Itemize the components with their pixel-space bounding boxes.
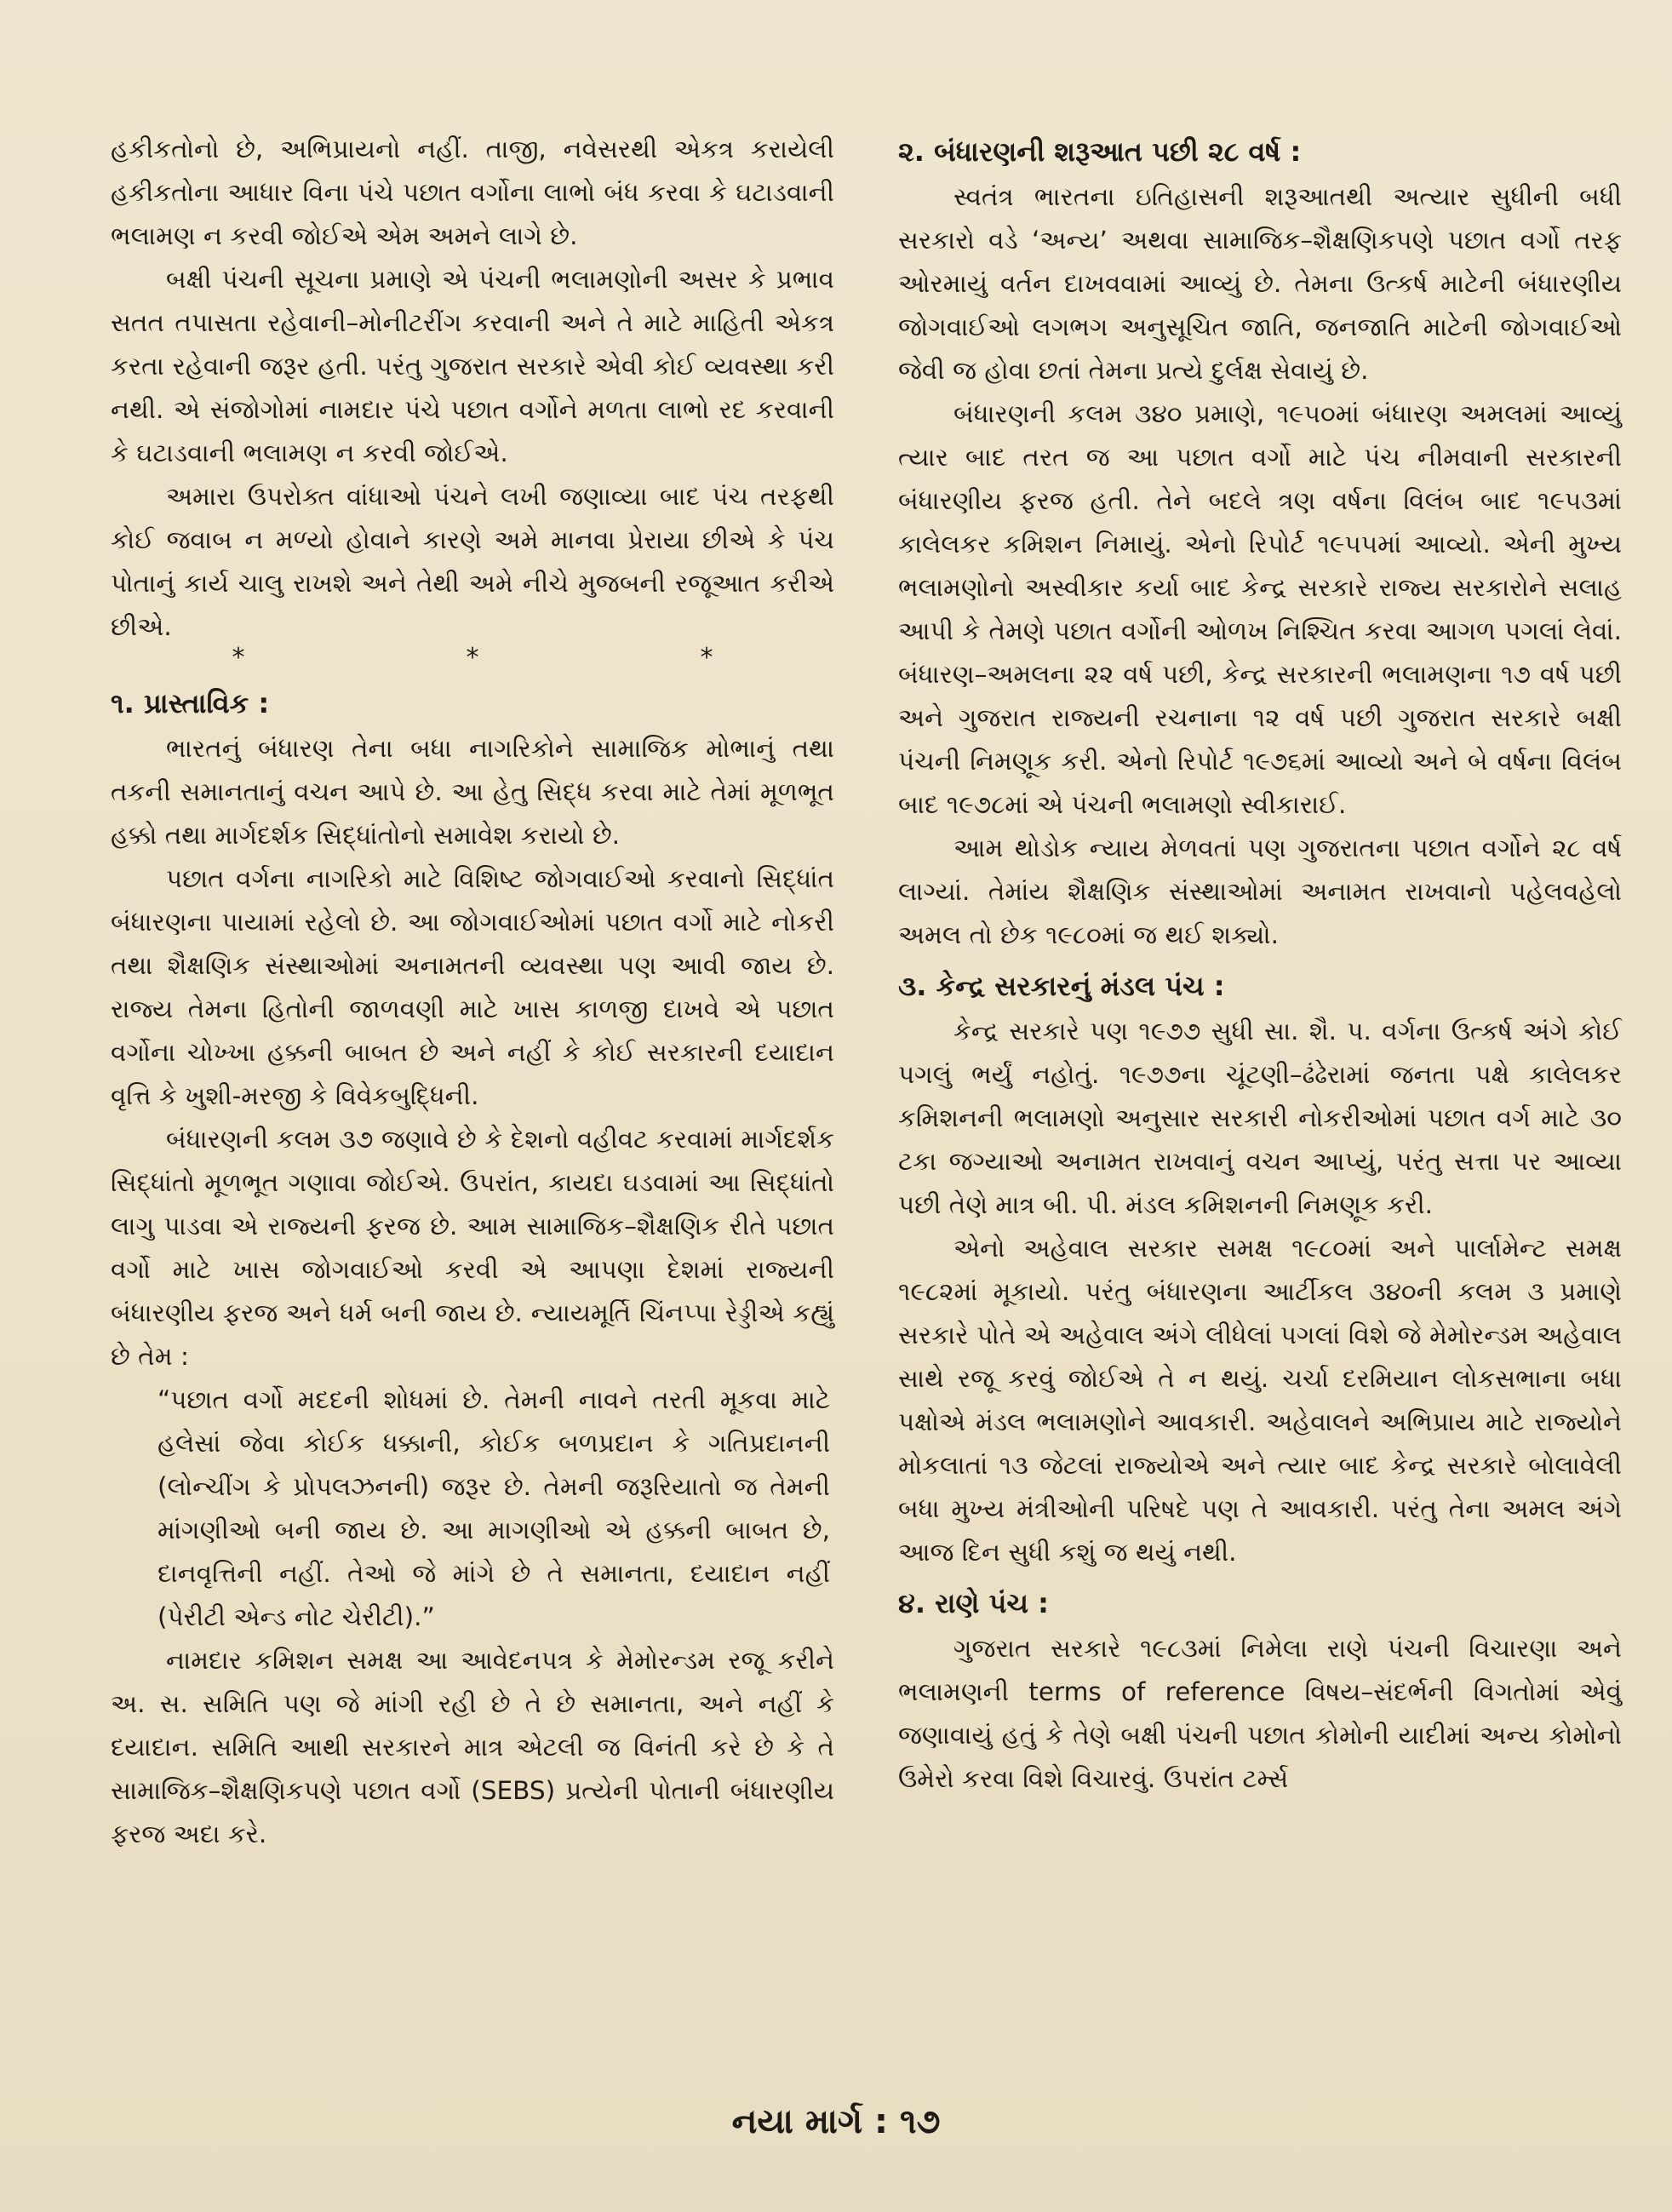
section-heading: ૪. રાણે પંચ : xyxy=(898,1587,1049,1619)
paragraph: કેન્દ્ર સરકારે પણ ૧૯૭૭ સુધી સા. શૈ. પ. વર્ગના ઉત્કર્ષ અંગે કોઈ પગલું ભર્યું નહોતું. ૧૯૭૭ના ચૂંટણી–ઢંઢેરામાં જનતા પક્ષે કાલેલકર કમિશનની ભલામણો અનુસાર સરકારી નોકરીઓમાં પછાત વર્ગ માટે ૩૦ ટકા જગ્યાઓ અનામત રાખવાનું વચન આપ્યું, પરંતુ સત્તા પર આવ્યા પછી તેણે માત્ર બી. પી. મંડલ કમિશનની નિમણૂક કરી. xyxy=(898,1017,1622,1219)
divider-star: * xyxy=(232,643,245,673)
paragraph: બક્ષી પંચની સૂચના પ્રમાણે એ પંચની ભલામણોની અસર કે પ્રભાવ સતત તપાસતા રહેવાની–મોનીટરીંગ કરવાની અને તે માટે માહિતી એકત્ર કરતા રહેવાની જરૂર હતી. પરંતુ ગુજરાત સરકારે એવી કોઈ વ્યવસ્થા કરી નથી. એ સંજોગોમાં નામદાર પંચે પછાત વર્ગોને મળતા લાભો રદ કરવાની કે ઘટાડવાની ભલામણ ન કરવી જોઈએ. xyxy=(111,265,834,467)
paragraph: હકીકતોનો છે, અભિપ્રાયનો નહીં. તાજી, નવેસરથી એકત્ર કરાયેલી હકીકતોના આધાર વિના પંચે પછાત વર્ગોના લાભો બંધ કરવા કે ઘટાડવાની ભલામણ ન કરવી જોઈએ એમ અમને લાગે છે. xyxy=(111,135,834,250)
paragraph: બંધારણની કલમ ૩૭ જણાવે છે કે દેશનો વહીવટ કરવામાં માર્ગદર્શક સિદ્ધાંતો મૂળભૂત ગણાવા જોઈએ. ઉપરાંત, કાયદા ઘડવામાં આ સિદ્ધાંતો લાગુ પાડવા એ રાજ્યની ફરજ છે. આમ સામાજિક–શૈક્ષણિક રીતે પછાત વર્ગો માટે ખાસ જોગવાઈઓ કરવી એ આપણા દેશમાં રાજ્યની બંધારણીય ફરજ અને ધર્મ બની જાય છે. ન્યાયમૂર્તિ ચિંનપ્પા રેડ્ડીએ કહ્યું છે તેમ : xyxy=(111,1125,834,1371)
paragraph: પછાત વર્ગના નાગરિકો માટે વિશિષ્ટ જોગવાઈઓ કરવાનો સિદ્ધાંત બંધારણના પાયામાં રહેલો છે. આ જોગવાઈઓમાં પછાત વર્ગો માટે નોકરી તથા શૈક્ષણિક સંસ્થાઓમાં અનામતની વ્યવસ્થા પણ આવી જાય છે. રાજ્ય તેમના હિતોની જાળવણી માટે ખાસ કાળજી દાખવે એ પછાત વર્ગોના ચોખ્ખા હક્કની બાબત છે અને નહીં કે કોઈ સરકારની દયાદાન વૃત્તિ કે ખુશી-મરજી કે વિવેકબુદ્ધિની. xyxy=(111,864,834,1110)
divider-star: * xyxy=(466,643,479,673)
section-divider xyxy=(111,645,834,674)
paragraph: એનો અહેવાલ સરકાર સમક્ષ ૧૯૮૦માં અને પાર્લામેન્ટ સમક્ષ ૧૯૮૨માં મૂકાયો. પરંતુ બંધારણના આર્ટીકલ ૩૪૦ની કલમ ૩ પ્રમાણે સરકારે પોતે એ અહેવાલ અંગે લીધેલાં પગલાં વિશે જે મેમોરન્ડમ અહેવાલ સાથે રજૂ કરવું જોઈએ તે ન થયું. ચર્ચા દરમિયાન લોકસભાના બધા પક્ષોએ મંડલ ભલામણોને આવકારી. અહેવાલને અભિપ્રાય માટે રાજ્યોને મોકલાતાં ૧૩ જેટલાં રાજ્યોએ અને ત્યાર બાદ કેન્દ્ર સરકારે બોલાવેલી બધા મુખ્ય મંત્રીઓની પરિષદે પણ તે આવકારી. પરંતુ તેના અમલ અંગે આજ દિન સુધી કશું જ થયું નથી. xyxy=(898,1234,1622,1567)
page-footer: નયા માર્ગ : ૧૭ xyxy=(731,2102,941,2141)
block-quote: “પછાત વર્ગો મદદની શોધમાં છે. તેમની નાવને તરતી મૂકવા માટે હલેસાં જેવા કોઈક ધક્કાની, કોઈક બળપ્રદાન કે ગતિપ્રદાનની (લોન્ચીંગ કે પ્રોપલઝનની) જરૂર છે. તેમની જરૂરિયાતો જ તેમની માંગણીઓ બની જાય છે. આ માગણીઓ એ હક્કની બાબત છે, દાનવૃત્તિની નહીં. તેઓ જે માંગે છે તે સમાનતા, દયાદાન નહીં (પેરીટી એન્ડ નોટ ચેરીટી).” xyxy=(157,1385,830,1631)
left-column xyxy=(111,128,834,1856)
paragraph: ગુજરાત સરકારે ૧૯૮૩માં નિમેલા રાણે પંચની વિચારણા અને ભલામણની terms of reference વિષય–સંદર્ભની વિગતોમાં એવું જણાવાયું હતું કે તેણે બક્ષી પંચની પછાત કોમોની યાદીમાં અન્ય કોમોનો ઉમેરો કરવા વિશે વિચારવું. ઉપરાંત ટર્મ્સ xyxy=(898,1634,1622,1793)
paragraph: નામદાર કમિશન સમક્ષ આ આવેદનપત્ર કે મેમોરન્ડમ રજૂ કરીને અ. સ. સમિતિ પણ જે માંગી રહી છે તે છે સમાનતા, અને નહીં કે દયાદાન. સમિતિ આથી સરકારને માત્ર એટલી જ વિનંતી કરે છે કે તે સામાજિક–શૈક્ષણિકપણે પછાત વર્ગો (SEBS) પ્રત્યેની પોતાની બંધારણીય ફરજ અદા કરે. xyxy=(111,1646,834,1848)
paragraph: ભારતનું બંધારણ તેના બધા નાગરિકોને સામાજિક મોભાનું તથા તકની સમાનતાનું વચન આપે છે. આ હેતુ સિદ્ધ કરવા માટે તેમાં મૂળભૂત હક્કો તથા માર્ગદર્શક સિદ્ધાંતોનો સમાવેશ કરાયો છે. xyxy=(111,734,834,850)
paragraph: સ્વતંત્ર ભારતના ઇતિહાસની શરૂઆતથી અત્યાર સુધીની બધી સરકારો વડે ‘અન્ય’ અથવા સામાજિક–શૈક્ષણિકપણે પછાત વર્ગો તરફ ઓરમાયું વર્તન દાખવવામાં આવ્યું છે. તેમના ઉત્કર્ષ માટેની બંધારણીય જોગવાઈઓ લગભગ અનુસૂચિત જાતિ, જનજાતિ માટેની જોગવાઈઓ જેવી જ હોવા છતાં તેમના પ્રત્યે દુર્લક્ષ સેવાયું છે. xyxy=(898,182,1622,385)
paragraph: અમારા ઉપરોક્ત વાંધાઓ પંચને લખી જણાવ્યા બાદ પંચ તરફથી કોઈ જવાબ ન મળ્યો હોવાને કારણે અમે માનવા પ્રેરાયા છીએ કે પંચ પોતાનું કાર્ય ચાલુ રાખશે અને તેથી અમે નીચે મુજબની રજૂઆત કરીએ છીએ. xyxy=(111,482,834,641)
section-heading: ૩. કેન્દ્ર સરકારનું મંડલ પંચ : xyxy=(898,970,1225,1002)
section-heading: ૨. બંધારણની શરૂઆત પછી ૨૮ વર્ષ : xyxy=(898,135,1302,168)
paragraph: આમ થોડોક ન્યાય મેળવતાં પણ ગુજરાતના પછાત વર્ગોને ૨૮ વર્ષ લાગ્યાં. તેમાંય શૈક્ષણિક સંસ્થાઓમાં અનામત રાખવાનો પહેલવહેલો અમલ તો છેક ૧૯૮૦માં જ થઈ શક્યો. xyxy=(898,834,1622,949)
section-heading: ૧. પ્રાસ્તાવિક : xyxy=(111,687,270,719)
divider-star: * xyxy=(700,643,713,673)
right-column xyxy=(898,128,1622,1801)
paragraph: બંધારણની કલમ ૩૪૦ પ્રમાણે, ૧૯૫૦માં બંધારણ અમલમાં આવ્યું ત્યાર બાદ તરત જ આ પછાત વર્ગો માટે પંચ નીમવાની સરકારની બંધારણીય ફરજ હતી. તેને બદલે ત્રણ વર્ષના વિલંબ બાદ ૧૯૫૩માં કાલેલકર કમિશન નિમાયું. એનો રિપોર્ટ ૧૯૫૫માં આવ્યો. એની મુખ્ય ભલામણોનો અસ્વીકાર કર્યા બાદ કેન્દ્ર સરકારે રાજ્ય સરકારોને સલાહ આપી કે તેમણે પછાત વર્ગોની ઓળખ નિશ્ચિત કરવા આગળ પગલાં લેવાં. બંધારણ–અમલના ૨૨ વર્ષ પછી, કેન્દ્ર સરકારની ભલામણના ૧૭ વર્ષ પછી અને ગુજરાત રાજ્યની રચનાના ૧૨ વર્ષ પછી ગુજરાત સરકારે બક્ષી પંચની નિમણૂક કરી. એનો રિપોર્ટ ૧૯૭૬માં આવ્યો અને બે વર્ષના વિલંબ બાદ ૧૯૭૮માં એ પંચની ભલામણો સ્વીકારાઈ. xyxy=(898,399,1622,819)
